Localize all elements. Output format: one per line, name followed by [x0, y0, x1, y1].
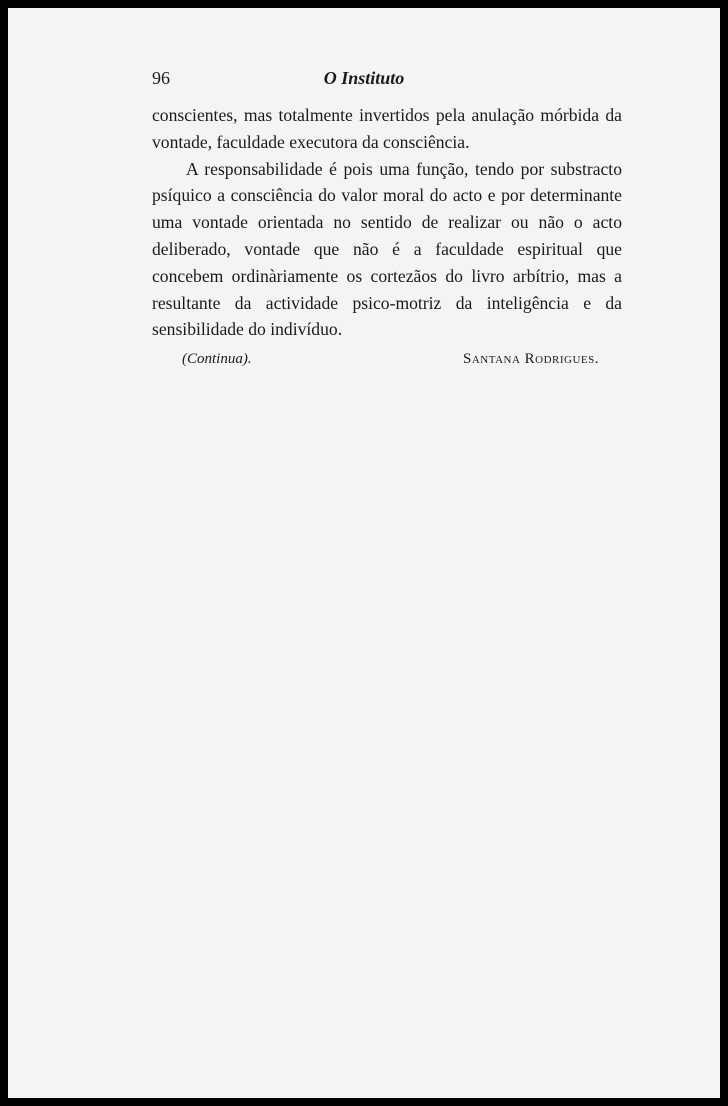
document-page: [8, 8, 720, 1098]
article-footer: [8, 351, 720, 375]
continuation-note: (Continua).: [182, 351, 252, 367]
body-text: [152, 102, 622, 343]
running-title: O Instituto: [323, 68, 405, 88]
paragraph-continued: conscientes, mas totalmente invertidos pela anulação mórbida da vontade, faculdade executora da consciência.: [152, 105, 622, 152]
paragraph-responsabilidade: A responsabilidade é pois uma função, tendo por substracto psíquico a consciência do valor moral do acto e por determinante uma vontade orientada no sentido de realizar ou não o acto deliberado, vontade que não é a faculdade espiritual que concebem ordinàriamente os cortezãos do livro arbítrio, mas a resultante da actividade psico-motriz da inteligência e da sensibilidade do indivíduo.: [152, 158, 622, 340]
page-number: 96: [152, 68, 170, 88]
page-header: [8, 68, 720, 98]
author-signature: Santana Rodrigues.: [463, 351, 600, 367]
